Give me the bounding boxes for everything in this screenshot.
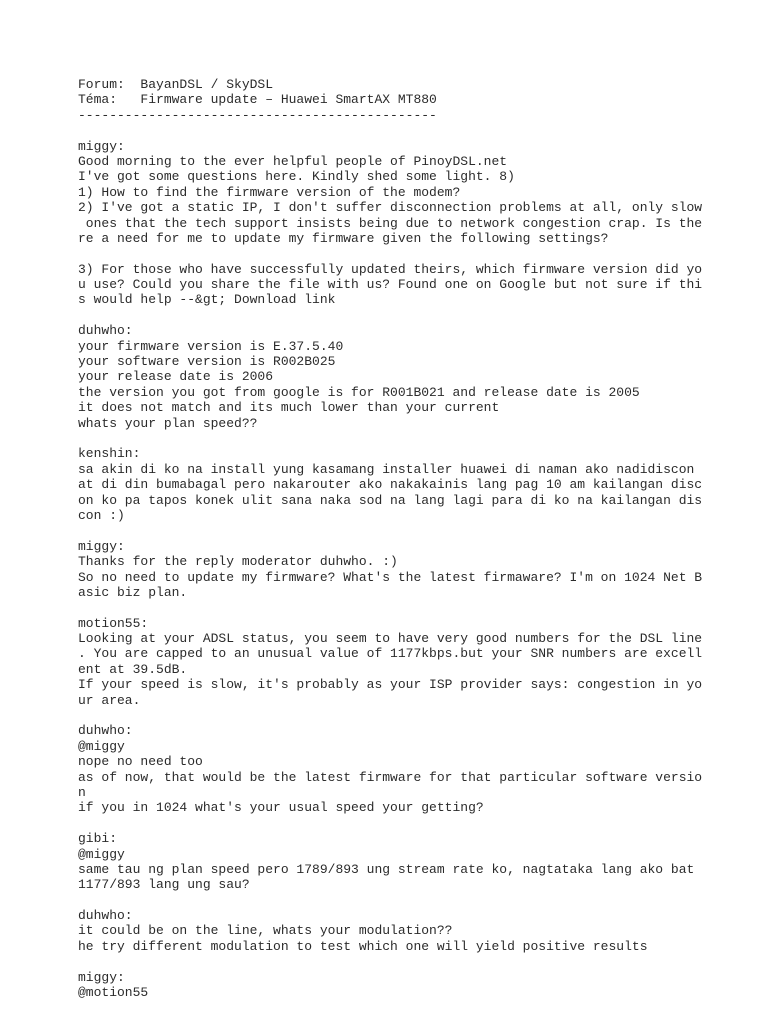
post-text-line: I've got some questions here. Kindly shed some light. 8) (78, 169, 515, 185)
post-text-line: sa akin di ko na install yung kasamang installer huawei di naman ako nadidiscon (78, 461, 695, 477)
post-text-line: ur area. (78, 692, 141, 708)
forum-post (78, 539, 718, 601)
topic-line: Téma: Firmware update – Huawei SmartAX MT880 (78, 92, 437, 108)
forum-post (78, 139, 718, 308)
post-text-line: the version you got from google is for R001B021 and release date is 2005 (78, 384, 640, 400)
post-separator (78, 523, 718, 538)
post-text-line: on ko pa tapos konek ulit sana naka sod na lang lagi para di ko na kailangan dis (78, 492, 703, 508)
forum-post (78, 970, 718, 1001)
post-text-line: he try different modulation to test which one will yield positive results (78, 938, 648, 954)
post-text-line: u use? Could you share the file with us? Found one on Google but not sure if thi (78, 277, 703, 293)
post-text-line: Thanks for the reply moderator duhwho. :) (78, 554, 398, 570)
forum-post (78, 723, 718, 815)
post-text-line: your release date is 2006 (78, 369, 274, 385)
header-divider: ---------------------------------------------- (78, 107, 437, 123)
post-separator (78, 308, 718, 323)
post-author: duhwho: (78, 908, 133, 924)
post-text-line: If your speed is slow, it's probably as your ISP provider says: congestion in yo (78, 677, 703, 693)
document-page (78, 77, 718, 1000)
post-author: duhwho: (78, 723, 133, 739)
post-text-line: re a need for me to update my firmware given the following settings? (78, 230, 609, 246)
post-text-line: 1177/893 lang ung sau? (78, 877, 250, 893)
post-author: duhwho: (78, 323, 133, 339)
post-text-line: your firmware version is E.37.5.40 (78, 338, 344, 354)
post-text-line: 3) For those who have successfully updated theirs, which firmware version did yo (78, 261, 703, 277)
post-author: kenshin: (78, 446, 141, 462)
post-text-line: @miggy (78, 738, 125, 754)
post-separator (78, 431, 718, 446)
forum-post (78, 831, 718, 893)
post-author: motion55: (78, 615, 149, 631)
post-text-line: at di din bumabagal pero nakarouter ako nakakainis lang pag 10 am kailangan disc (78, 477, 703, 493)
post-author: gibi: (78, 831, 118, 847)
post-text-line: ent at 39.5dB. (78, 661, 188, 677)
post-text-line: if you in 1024 what's your usual speed your getting? (78, 800, 484, 816)
post-author: miggy: (78, 538, 125, 554)
post-text-line: as of now, that would be the latest firmware for that particular software versio (78, 769, 703, 785)
document-header (78, 77, 718, 123)
post-text-line: s would help --&gt; Download link (78, 292, 336, 308)
post-text-line: Good morning to the ever helpful people of PinoyDSL.net (78, 153, 508, 169)
post-separator (78, 708, 718, 723)
post-text-line: nope no need too (78, 754, 203, 770)
post-text-line: 2) I've got a static IP, I don't suffer disconnection problems at all, only slow (78, 200, 703, 216)
post-text-line: it could be on the line, whats your modulation?? (78, 923, 453, 939)
post-text-line: whats your plan speed?? (78, 415, 258, 431)
post-text-line: n (78, 784, 86, 800)
post-text-line: asic biz plan. (78, 584, 188, 600)
post-text-line: . You are capped to an unusual value of 1177kbps.but your SNR numbers are excell (78, 646, 703, 662)
post-text-line: ones that the tech support insists being due to network congestion crap. Is the (78, 215, 703, 231)
post-separator (78, 893, 718, 908)
post-list (78, 123, 718, 1000)
post-text-line: @motion55 (78, 985, 149, 1001)
post-author: miggy: (78, 138, 125, 154)
post-text-line: same tau ng plan speed pero 1789/893 ung stream rate ko, nagtataka lang ako bat (78, 861, 695, 877)
post-text-line (78, 246, 718, 261)
forum-line: Forum: BayanDSL / SkyDSL (78, 77, 274, 92)
post-separator (78, 954, 718, 969)
post-text-line: 1) How to find the firmware version of the modem? (78, 184, 461, 200)
forum-post (78, 908, 718, 954)
post-text-line: con :) (78, 507, 125, 523)
post-text-line: Looking at your ADSL status, you seem to have very good numbers for the DSL line (78, 631, 703, 647)
post-separator (78, 600, 718, 615)
post-text-line: it does not match and its much lower than your current (78, 400, 500, 416)
post-text-line: So no need to update my firmware? What's the latest firmaware? I'm on 1024 Net B (78, 569, 703, 585)
post-text-line: your software version is R002B025 (78, 354, 336, 370)
post-author: miggy: (78, 969, 125, 985)
forum-post (78, 446, 718, 523)
forum-post (78, 616, 718, 708)
post-separator (78, 123, 718, 138)
forum-post (78, 323, 718, 431)
post-text-line: @miggy (78, 846, 125, 862)
post-separator (78, 816, 718, 831)
